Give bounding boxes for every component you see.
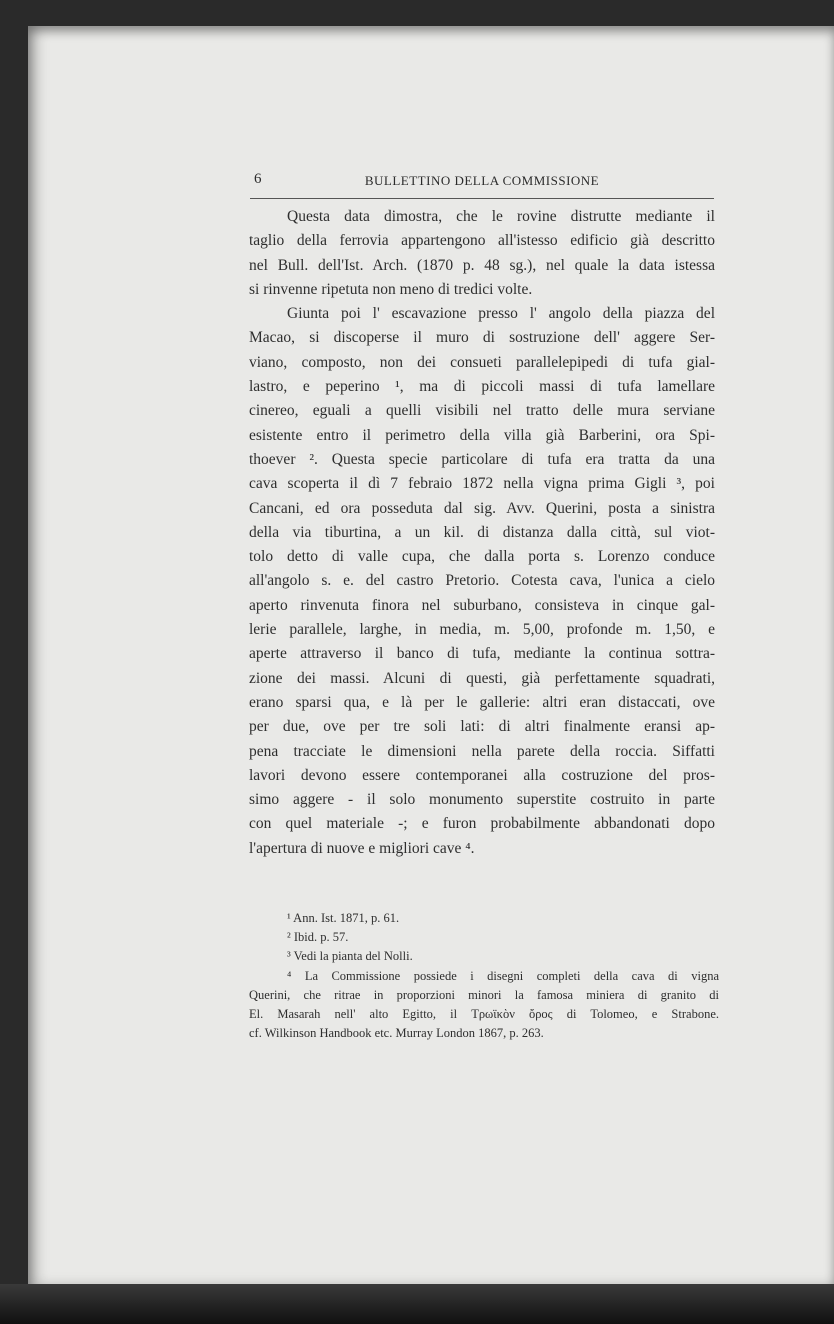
- footnotes: [249, 909, 719, 1043]
- body-text: [249, 205, 715, 861]
- body-line: Giunta poi l' escavazione presso l' angolo della piazza del: [287, 305, 715, 323]
- body-line: esistente entro il perimetro della villa già Barberini, ora Spi-: [249, 426, 715, 444]
- body-line: aperte attraverso il banco di tufa, mediante la continua sottra-: [249, 645, 715, 663]
- footnote-line: El. Masarah nell' alto Egitto, il Τρωϊκὸν ὄρος di Tolomeo, e Strabone.: [249, 1007, 719, 1022]
- body-line: l'apertura di nuove e migliori cave ⁴.: [249, 839, 475, 857]
- body-line: Questa data dimostra, che le rovine distrutte mediante il: [287, 208, 715, 225]
- body-line: thoever ². Questa specie particolare di tufa era tratta da una: [249, 450, 715, 468]
- body-line: lerie parallele, larghe, in media, m. 5,00, profonde m. 1,50, e: [249, 621, 715, 639]
- header-rule: [250, 198, 714, 199]
- body-line: nel Bull. dell'Ist. Arch. (1870 p. 48 sg.), nel quale la data istessa: [249, 256, 715, 274]
- body-line: Cancani, ed ora posseduta dal sig. Avv. Querini, posta a sinistra: [249, 499, 715, 517]
- body-line: all'angolo s. e. del castro Pretorio. Cotesta cava, l'unica a cielo: [249, 572, 715, 590]
- body-line: si rinvenne ripetuta non meno di tredici volte.: [249, 280, 533, 298]
- body-line: lastro, e peperino ¹, ma di piccoli massi di tufa lamellare: [249, 378, 715, 396]
- footnote-line: ² Ibid. p. 57.: [287, 930, 349, 945]
- running-title: BULLETTINO DELLA COMMISSIONE: [364, 173, 600, 188]
- footnote-line: ⁴ La Commissione possiede i disegni completi della cava di vigna: [287, 968, 719, 983]
- body-line: simo aggere - il solo monumento superstite costruito in parte: [249, 791, 715, 809]
- body-line: zione dei massi. Alcuni di questi, già perfettamente squadrati,: [249, 669, 715, 687]
- body-line: pena tracciate le dimensioni nella parete della roccia. Siffatti: [249, 742, 715, 760]
- body-line: lavori devono essere contemporanei alla costruzione del pros-: [249, 766, 715, 784]
- footnote-line: Querini, che ritrae in proporzioni minori la famosa miniera di granito di: [249, 987, 719, 1002]
- scan-bottom-edge: [0, 1284, 834, 1324]
- footnote-line: ¹ Ann. Ist. 1871, p. 61.: [287, 911, 400, 925]
- footnote-line: cf. Wilkinson Handbook etc. Murray London 1867, p. 263.: [249, 1026, 544, 1041]
- body-line: aperto rinvenuta finora nel suburbano, consisteva in cinque gal-: [249, 596, 715, 614]
- body-line: con quel materiale -; e furon probabilmente abbandonati dopo: [249, 815, 715, 833]
- footnote-line: ³ Vedi la pianta del Nolli.: [287, 949, 413, 964]
- page-number: 6: [254, 171, 262, 187]
- body-line: cava scoperta il dì 7 febraio 1872 nella vigna prima Gigli ³, poi: [249, 475, 715, 493]
- body-line: tolo detto di valle cupa, che dalla porta s. Lorenzo conduce: [249, 548, 715, 566]
- body-line: Macao, si discoperse il muro di sostruzione dell' aggere Ser-: [249, 329, 715, 347]
- body-line: erano sparsi qua, e là per le gallerie: altri eran distaccati, ove: [249, 693, 715, 711]
- body-line: viano, composto, non dei consueti parallelepipedi di tufa gial-: [249, 353, 715, 371]
- body-line: per due, ove per tre soli lati: di altri finalmente eransi ap-: [249, 718, 715, 736]
- running-header: [250, 171, 714, 195]
- body-line: cinereo, eguali a quelli visibili nel tratto delle mura serviane: [249, 402, 715, 420]
- body-line: taglio della ferrovia appartengono all'istesso edificio già descritto: [249, 232, 715, 250]
- body-line: della via tiburtina, a un kil. di distanza dalla città, sul viot-: [249, 523, 715, 541]
